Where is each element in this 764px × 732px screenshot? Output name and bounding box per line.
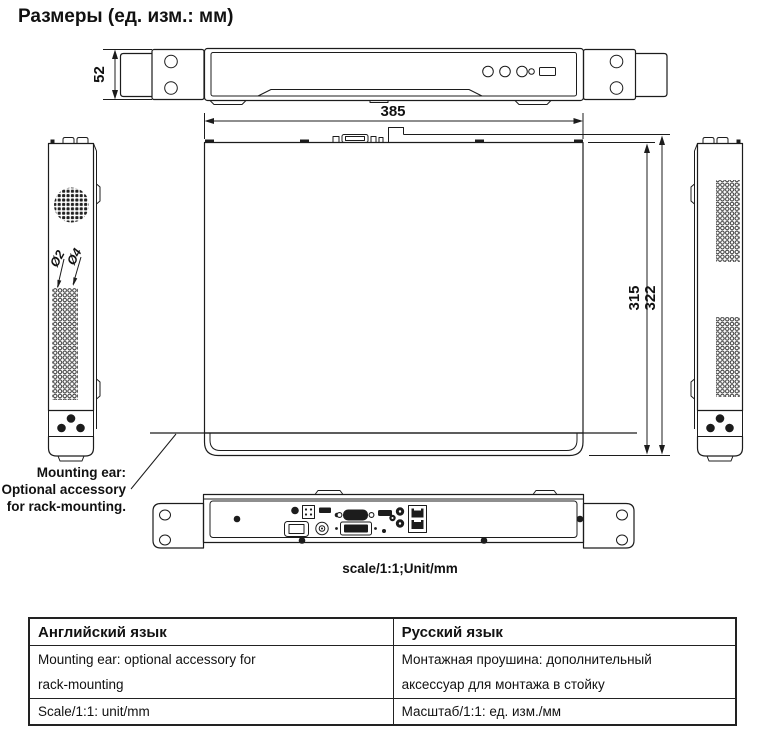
rear-left-mounting-ear (153, 504, 204, 549)
mounting-note-line1: Mounting ear: (36, 465, 126, 480)
vent-grid (716, 317, 740, 397)
ear-hole (610, 82, 623, 95)
dim-label-hole-small: Ø2 (47, 248, 68, 270)
side-ear-tab (97, 379, 101, 399)
ear-hole (160, 510, 171, 520)
top-outline (205, 143, 584, 434)
rear-view (153, 491, 634, 549)
ear-hole (610, 55, 623, 68)
dim-label-315: 315 (626, 285, 643, 311)
table-header-russian: Русский язык (393, 618, 736, 646)
cell-en-scale: Scale/1:1: unit/mm (29, 699, 393, 726)
front-bezel-inner (210, 433, 577, 451)
round-vent (54, 188, 89, 223)
side-ear-tab (691, 184, 695, 204)
table-header-english: Английский язык (29, 618, 393, 646)
scale-note: scale/1:1;Unit/mm (342, 561, 458, 576)
mounting-note-line2: Optional accessory (1, 482, 126, 497)
cell-line: Mounting ear: optional accessory for (38, 652, 256, 667)
dim-width-385 (205, 103, 584, 139)
table-header-row (29, 618, 736, 646)
usb-port (319, 508, 331, 514)
audio-connector (303, 506, 315, 519)
dim-label-hole-large: Ø4 (64, 246, 85, 268)
dim-height-52 (91, 50, 152, 100)
cell-line: rack-mounting (38, 677, 124, 692)
table-row-mounting-ear (29, 646, 736, 699)
front-button (517, 66, 528, 77)
front-groove (258, 90, 482, 97)
front-led (529, 69, 535, 75)
ear-hole (165, 55, 178, 68)
front-bezel-outer (205, 433, 584, 456)
rear-protrusion-profile (389, 128, 404, 143)
ear-hole (165, 82, 178, 95)
rear-connector-profile (379, 138, 383, 143)
front-left-mounting-ear (152, 50, 204, 100)
front-view (121, 49, 668, 105)
page-title: Размеры (ед. изм.: мм) (18, 6, 234, 27)
table-row-scale (29, 699, 736, 726)
power-switch (285, 522, 309, 537)
side-foot (49, 437, 94, 457)
screw (299, 537, 306, 544)
cell-ru-mounting-ear (393, 646, 736, 699)
front-right-flange (636, 54, 668, 97)
mounting-note-line3: for rack-mounting. (6, 499, 126, 514)
rear-connector (291, 507, 299, 515)
front-button (500, 66, 511, 77)
rear-connector-profile (333, 137, 339, 143)
front-right-mounting-ear (584, 50, 636, 100)
leader-line (131, 434, 176, 489)
dim-label-52: 52 (91, 66, 108, 83)
top-tab (77, 138, 88, 144)
translation-table (28, 617, 737, 726)
cell-en-mounting-ear (29, 646, 393, 699)
top-tab (63, 138, 74, 144)
cell-ru-scale: Масштаб/1:1: ед. изм./мм (393, 699, 736, 726)
ear-hole (617, 535, 628, 545)
hdmi-port (378, 510, 392, 516)
cell-line: аксессуар для монтажа в стойку (401, 677, 605, 692)
side-ear-tab (97, 184, 101, 204)
dim-label-385: 385 (380, 103, 406, 120)
front-left-flange (121, 54, 153, 97)
top-view (150, 128, 637, 456)
ear-hole (617, 510, 628, 520)
vent-grid (716, 180, 740, 262)
screw (234, 516, 241, 523)
top-tab (717, 138, 728, 144)
side-foot (698, 437, 743, 457)
vga-port (343, 510, 368, 521)
mounting-ear-note (1, 434, 176, 514)
rear-connector-profile (346, 137, 365, 141)
ear-hole (160, 535, 171, 545)
cell-line: Монтажная проушина: дополнительный (401, 652, 652, 667)
right-side-view (691, 138, 743, 462)
screw (577, 516, 584, 523)
rear-right-mounting-ear (584, 504, 635, 549)
dim-label-322: 322 (642, 285, 659, 311)
front-button (483, 66, 494, 77)
rear-connector-profile (371, 137, 376, 143)
vent-grid (52, 288, 78, 400)
front-usb-port (540, 68, 556, 76)
side-ear-tab (691, 379, 695, 399)
screw (481, 537, 488, 544)
top-tab (703, 138, 714, 144)
left-side-view (47, 138, 100, 462)
